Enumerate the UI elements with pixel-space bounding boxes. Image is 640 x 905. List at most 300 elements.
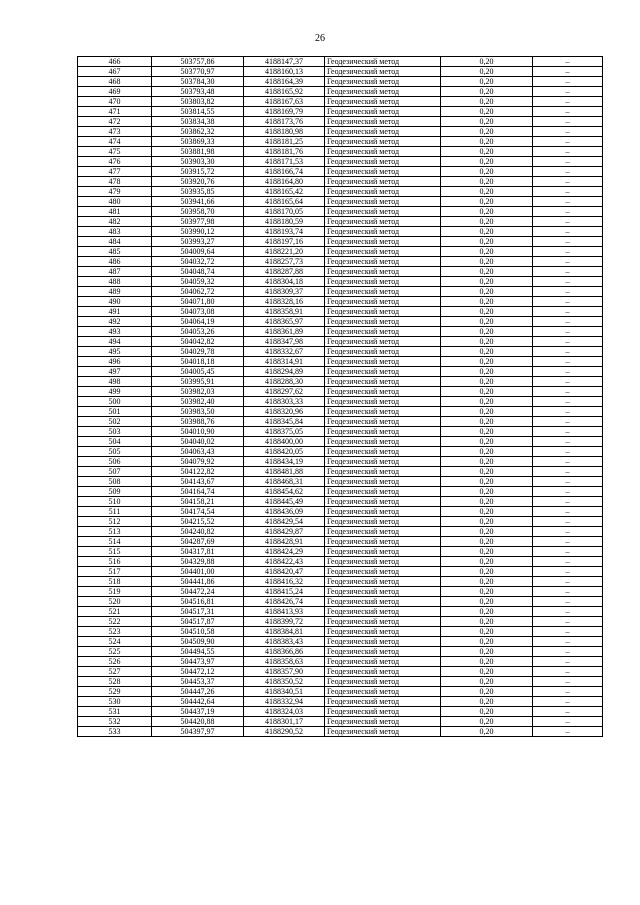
point-number-cell: 500 [78,397,152,407]
note-cell: – [533,717,603,727]
note-cell: – [533,87,603,97]
note-cell: – [533,347,603,357]
accuracy-cell: 0,20 [441,457,533,467]
table-row [78,567,603,577]
accuracy-cell: 0,20 [441,247,533,257]
accuracy-cell: 0,20 [441,647,533,657]
table-row [78,267,603,277]
method-cell: Геодезический метод [325,667,441,677]
method-cell: Геодезический метод [325,677,441,687]
method-cell: Геодезический метод [325,357,441,367]
note-cell: – [533,527,603,537]
point-number-cell: 520 [78,597,152,607]
table-row [78,547,603,557]
x-coordinate-cell: 504317,81 [152,547,244,557]
note-cell: – [533,647,603,657]
table-row [78,137,603,147]
point-number-cell: 522 [78,617,152,627]
point-number-cell: 487 [78,267,152,277]
table-row [78,77,603,87]
accuracy-cell: 0,20 [441,327,533,337]
x-coordinate-cell: 504064,19 [152,317,244,327]
y-coordinate-cell: 4188481,88 [244,467,325,477]
note-cell: – [533,97,603,107]
accuracy-cell: 0,20 [441,687,533,697]
point-number-cell: 507 [78,467,152,477]
method-cell: Геодезический метод [325,617,441,627]
y-coordinate-cell: 4188332,94 [244,697,325,707]
note-cell: – [533,327,603,337]
table-row [78,657,603,667]
table-row [78,477,603,487]
accuracy-cell: 0,20 [441,527,533,537]
point-number-cell: 478 [78,177,152,187]
method-cell: Геодезический метод [325,307,441,317]
accuracy-cell: 0,20 [441,627,533,637]
accuracy-cell: 0,20 [441,237,533,247]
y-coordinate-cell: 4188303,33 [244,397,325,407]
x-coordinate-cell: 504048,74 [152,267,244,277]
y-coordinate-cell: 4188416,32 [244,577,325,587]
x-coordinate-cell: 504005,45 [152,367,244,377]
point-number-cell: 513 [78,527,152,537]
y-coordinate-cell: 4188147,37 [244,57,325,67]
table-row [78,297,603,307]
point-number-cell: 512 [78,517,152,527]
x-coordinate-cell: 504509,90 [152,637,244,647]
table-row [78,187,603,197]
method-cell: Геодезический метод [325,557,441,567]
x-coordinate-cell: 504164,74 [152,487,244,497]
note-cell: – [533,697,603,707]
coordinates-table [77,56,603,737]
x-coordinate-cell: 504063,43 [152,447,244,457]
note-cell: – [533,57,603,67]
y-coordinate-cell: 4188400,00 [244,437,325,447]
method-cell: Геодезический метод [325,97,441,107]
method-cell: Геодезический метод [325,117,441,127]
note-cell: – [533,287,603,297]
point-number-cell: 482 [78,217,152,227]
note-cell: – [533,77,603,87]
table-row [78,367,603,377]
point-number-cell: 492 [78,317,152,327]
method-cell: Геодезический метод [325,187,441,197]
method-cell: Геодезический метод [325,517,441,527]
y-coordinate-cell: 4188436,09 [244,507,325,517]
note-cell: – [533,507,603,517]
point-number-cell: 475 [78,147,152,157]
x-coordinate-cell: 503803,82 [152,97,244,107]
accuracy-cell: 0,20 [441,467,533,477]
accuracy-cell: 0,20 [441,727,533,737]
point-number-cell: 476 [78,157,152,167]
note-cell: – [533,67,603,77]
x-coordinate-cell: 504447,26 [152,687,244,697]
table-row [78,57,603,67]
table-row [78,217,603,227]
note-cell: – [533,597,603,607]
point-number-cell: 514 [78,537,152,547]
table-row [78,257,603,267]
y-coordinate-cell: 4188294,89 [244,367,325,377]
accuracy-cell: 0,20 [441,287,533,297]
note-cell: – [533,487,603,497]
x-coordinate-cell: 504473,97 [152,657,244,667]
point-number-cell: 524 [78,637,152,647]
point-number-cell: 519 [78,587,152,597]
point-number-cell: 484 [78,237,152,247]
y-coordinate-cell: 4188167,63 [244,97,325,107]
note-cell: – [533,407,603,417]
x-coordinate-cell: 504010,90 [152,427,244,437]
method-cell: Геодезический метод [325,287,441,297]
point-number-cell: 471 [78,107,152,117]
y-coordinate-cell: 4188171,53 [244,157,325,167]
x-coordinate-cell: 503993,27 [152,237,244,247]
table-row [78,467,603,477]
y-coordinate-cell: 4188193,74 [244,227,325,237]
x-coordinate-cell: 504158,21 [152,497,244,507]
point-number-cell: 499 [78,387,152,397]
x-coordinate-cell: 504079,92 [152,457,244,467]
method-cell: Геодезический метод [325,177,441,187]
accuracy-cell: 0,20 [441,107,533,117]
y-coordinate-cell: 4188181,25 [244,137,325,147]
accuracy-cell: 0,20 [441,477,533,487]
accuracy-cell: 0,20 [441,507,533,517]
point-number-cell: 526 [78,657,152,667]
y-coordinate-cell: 4188332,67 [244,347,325,357]
method-cell: Геодезический метод [325,267,441,277]
method-cell: Геодезический метод [325,417,441,427]
table-row [78,507,603,517]
accuracy-cell: 0,20 [441,537,533,547]
note-cell: – [533,627,603,637]
accuracy-cell: 0,20 [441,547,533,557]
y-coordinate-cell: 4188384,81 [244,627,325,637]
x-coordinate-cell: 504059,32 [152,277,244,287]
page-number: 26 [315,33,325,44]
note-cell: – [533,517,603,527]
note-cell: – [533,317,603,327]
y-coordinate-cell: 4188347,98 [244,337,325,347]
accuracy-cell: 0,20 [441,387,533,397]
x-coordinate-cell: 503869,33 [152,137,244,147]
x-coordinate-cell: 504215,52 [152,517,244,527]
point-number-cell: 474 [78,137,152,147]
x-coordinate-cell: 504122,82 [152,467,244,477]
y-coordinate-cell: 4188320,96 [244,407,325,417]
note-cell: – [533,187,603,197]
y-coordinate-cell: 4188181,76 [244,147,325,157]
y-coordinate-cell: 4188180,59 [244,217,325,227]
note-cell: – [533,557,603,567]
point-number-cell: 521 [78,607,152,617]
note-cell: – [533,677,603,687]
note-cell: – [533,537,603,547]
method-cell: Геодезический метод [325,627,441,637]
coordinates-table-body [78,57,603,737]
point-number-cell: 530 [78,697,152,707]
x-coordinate-cell: 503915,72 [152,167,244,177]
point-number-cell: 516 [78,557,152,567]
point-number-cell: 498 [78,377,152,387]
y-coordinate-cell: 4188445,49 [244,497,325,507]
method-cell: Геодезический метод [325,407,441,417]
accuracy-cell: 0,20 [441,557,533,567]
y-coordinate-cell: 4188164,80 [244,177,325,187]
method-cell: Геодезический метод [325,387,441,397]
note-cell: – [533,307,603,317]
x-coordinate-cell: 503834,38 [152,117,244,127]
x-coordinate-cell: 503958,70 [152,207,244,217]
table-row [78,357,603,367]
accuracy-cell: 0,20 [441,677,533,687]
y-coordinate-cell: 4188165,64 [244,197,325,207]
table-row [78,377,603,387]
x-coordinate-cell: 503903,30 [152,157,244,167]
table-row [78,87,603,97]
table-row [78,587,603,597]
accuracy-cell: 0,20 [441,187,533,197]
x-coordinate-cell: 503988,76 [152,417,244,427]
y-coordinate-cell: 4188422,43 [244,557,325,567]
method-cell: Геодезический метод [325,77,441,87]
method-cell: Геодезический метод [325,707,441,717]
method-cell: Геодезический метод [325,257,441,267]
note-cell: – [533,457,603,467]
table-row [78,277,603,287]
y-coordinate-cell: 4188328,16 [244,297,325,307]
table-row [78,117,603,127]
accuracy-cell: 0,20 [441,57,533,67]
y-coordinate-cell: 4188221,20 [244,247,325,257]
y-coordinate-cell: 4188399,72 [244,617,325,627]
y-coordinate-cell: 4188169,79 [244,107,325,117]
point-number-cell: 469 [78,87,152,97]
accuracy-cell: 0,20 [441,367,533,377]
note-cell: – [533,607,603,617]
method-cell: Геодезический метод [325,727,441,737]
table-row [78,107,603,117]
note-cell: – [533,687,603,697]
table-row [78,407,603,417]
note-cell: – [533,667,603,677]
table-row [78,197,603,207]
x-coordinate-cell: 504517,87 [152,617,244,627]
table-row [78,687,603,697]
note-cell: – [533,277,603,287]
method-cell: Геодезический метод [325,247,441,257]
note-cell: – [533,567,603,577]
y-coordinate-cell: 4188165,92 [244,87,325,97]
point-number-cell: 489 [78,287,152,297]
method-cell: Геодезический метод [325,437,441,447]
accuracy-cell: 0,20 [441,567,533,577]
table-row [78,447,603,457]
accuracy-cell: 0,20 [441,157,533,167]
method-cell: Геодезический метод [325,537,441,547]
note-cell: – [533,467,603,477]
method-cell: Геодезический метод [325,447,441,457]
y-coordinate-cell: 4188287,88 [244,267,325,277]
accuracy-cell: 0,20 [441,617,533,627]
accuracy-cell: 0,20 [441,497,533,507]
point-number-cell: 501 [78,407,152,417]
x-coordinate-cell: 504287,69 [152,537,244,547]
y-coordinate-cell: 4188357,90 [244,667,325,677]
accuracy-cell: 0,20 [441,637,533,647]
accuracy-cell: 0,20 [441,217,533,227]
accuracy-cell: 0,20 [441,377,533,387]
method-cell: Геодезический метод [325,427,441,437]
table-row [78,557,603,567]
accuracy-cell: 0,20 [441,427,533,437]
note-cell: – [533,127,603,137]
note-cell: – [533,217,603,227]
table-row [78,607,603,617]
note-cell: – [533,577,603,587]
method-cell: Геодезический метод [325,697,441,707]
note-cell: – [533,617,603,627]
method-cell: Геодезический метод [325,507,441,517]
method-cell: Геодезический метод [325,597,441,607]
note-cell: – [533,237,603,247]
x-coordinate-cell: 504240,82 [152,527,244,537]
note-cell: – [533,247,603,257]
point-number-cell: 528 [78,677,152,687]
note-cell: – [533,297,603,307]
point-number-cell: 527 [78,667,152,677]
note-cell: – [533,547,603,557]
point-number-cell: 473 [78,127,152,137]
accuracy-cell: 0,20 [441,67,533,77]
x-coordinate-cell: 504040,02 [152,437,244,447]
table-row [78,157,603,167]
point-number-cell: 518 [78,577,152,587]
accuracy-cell: 0,20 [441,147,533,157]
method-cell: Геодезический метод [325,87,441,97]
accuracy-cell: 0,20 [441,357,533,367]
note-cell: – [533,637,603,647]
note-cell: – [533,197,603,207]
table-row [78,427,603,437]
method-cell: Геодезический метод [325,297,441,307]
y-coordinate-cell: 4188160,13 [244,67,325,77]
x-coordinate-cell: 504329,88 [152,557,244,567]
note-cell: – [533,387,603,397]
table-row [78,317,603,327]
accuracy-cell: 0,20 [441,577,533,587]
accuracy-cell: 0,20 [441,257,533,267]
note-cell: – [533,107,603,117]
point-number-cell: 477 [78,167,152,177]
method-cell: Геодезический метод [325,107,441,117]
x-coordinate-cell: 504517,31 [152,607,244,617]
accuracy-cell: 0,20 [441,117,533,127]
table-row [78,527,603,537]
point-number-cell: 509 [78,487,152,497]
x-coordinate-cell: 504174,54 [152,507,244,517]
table-row [78,577,603,587]
y-coordinate-cell: 4188164,39 [244,77,325,87]
point-number-cell: 472 [78,117,152,127]
table-row [78,207,603,217]
accuracy-cell: 0,20 [441,717,533,727]
table-row [78,307,603,317]
y-coordinate-cell: 4188358,91 [244,307,325,317]
method-cell: Геодезический метод [325,637,441,647]
note-cell: – [533,477,603,487]
y-coordinate-cell: 4188413,93 [244,607,325,617]
note-cell: – [533,497,603,507]
method-cell: Геодезический метод [325,367,441,377]
table-row [78,67,603,77]
table-row [78,147,603,157]
x-coordinate-cell: 504516,81 [152,597,244,607]
point-number-cell: 510 [78,497,152,507]
x-coordinate-cell: 504472,24 [152,587,244,597]
accuracy-cell: 0,20 [441,607,533,617]
y-coordinate-cell: 4188383,43 [244,637,325,647]
method-cell: Геодезический метод [325,467,441,477]
method-cell: Геодезический метод [325,197,441,207]
accuracy-cell: 0,20 [441,707,533,717]
table-row [78,167,603,177]
accuracy-cell: 0,20 [441,127,533,137]
y-coordinate-cell: 4188309,37 [244,287,325,297]
method-cell: Геодезический метод [325,137,441,147]
y-coordinate-cell: 4188420,47 [244,567,325,577]
accuracy-cell: 0,20 [441,297,533,307]
y-coordinate-cell: 4188366,86 [244,647,325,657]
x-coordinate-cell: 503982,40 [152,397,244,407]
accuracy-cell: 0,20 [441,437,533,447]
note-cell: – [533,427,603,437]
point-number-cell: 529 [78,687,152,697]
method-cell: Геодезический метод [325,227,441,237]
y-coordinate-cell: 4188340,51 [244,687,325,697]
point-number-cell: 508 [78,477,152,487]
point-number-cell: 496 [78,357,152,367]
y-coordinate-cell: 4188288,30 [244,377,325,387]
note-cell: – [533,257,603,267]
y-coordinate-cell: 4188173,76 [244,117,325,127]
x-coordinate-cell: 504401,00 [152,567,244,577]
point-number-cell: 495 [78,347,152,357]
y-coordinate-cell: 4188165,42 [244,187,325,197]
method-cell: Геодезический метод [325,487,441,497]
accuracy-cell: 0,20 [441,307,533,317]
point-number-cell: 467 [78,67,152,77]
method-cell: Геодезический метод [325,607,441,617]
table-row [78,597,603,607]
point-number-cell: 502 [78,417,152,427]
point-number-cell: 466 [78,57,152,67]
note-cell: – [533,727,603,737]
table-row [78,677,603,687]
method-cell: Геодезический метод [325,327,441,337]
accuracy-cell: 0,20 [441,227,533,237]
table-row [78,387,603,397]
method-cell: Геодезический метод [325,397,441,407]
point-number-cell: 494 [78,337,152,347]
accuracy-cell: 0,20 [441,267,533,277]
table-row [78,227,603,237]
table-row [78,327,603,337]
y-coordinate-cell: 4188257,73 [244,257,325,267]
